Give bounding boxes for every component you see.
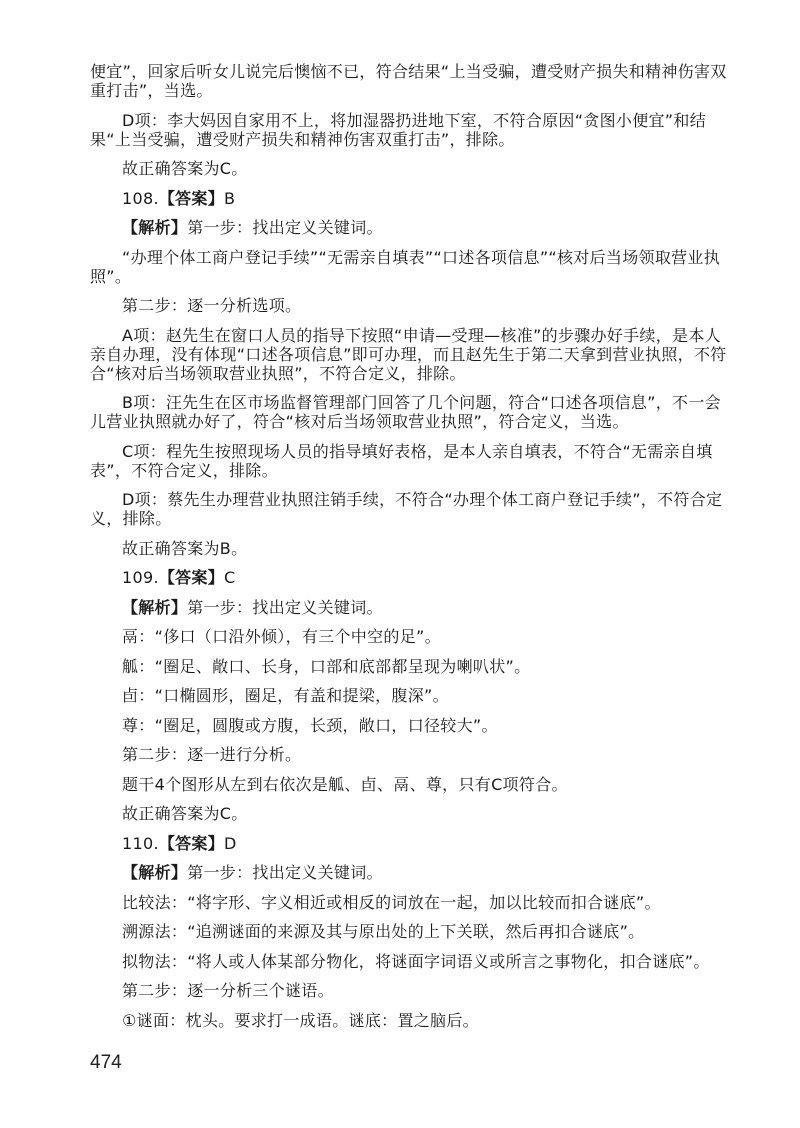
text-run: 故正确答案为C。 <box>122 804 248 823</box>
text-run: 第二步：逐一分析三个谜语。 <box>122 981 334 1000</box>
text-run: B项：汪先生在区市场监督管理部门回答了几个问题，符合“口述各项信息”，不一会儿营业执照就办好了，符合“核对后当场领取营业执照”，符合定义，当选。 <box>90 393 721 431</box>
text-run: 觚：“圈足、敞口、长身，口部和底部都呈现为喇叭状”。 <box>122 656 531 676</box>
page-number: 474 <box>90 1052 122 1073</box>
text-run: “办理个体工商户登记手续”“无需亲自填表”“口述各项信息”“核对后当场领取营业执照”。 <box>90 247 721 286</box>
definition-comparison-method <box>90 893 730 912</box>
text-run: 题干4个图形从左到右依次是觚、卣、鬲、尊，只有C项符合。 <box>122 774 568 794</box>
question-number: 109. <box>122 568 159 587</box>
answer-header-109 <box>90 568 730 587</box>
text-run: 便宜”，回家后听女儿说完后懊恼不已，符合结果“上当受骗，遭受财产损失和精神伤害双重打击”，当选。 <box>90 62 727 100</box>
option-a-108 <box>90 326 730 383</box>
text-run: C项：程先生按照现场人员的指导填好表格，是本人亲自填表，不符合“无需亲自填表”，不符合定义，排除。 <box>90 441 713 480</box>
text-run: ①谜面：枕头。要求打一成语。谜底：置之脑后。 <box>122 1010 479 1030</box>
text-run: 比较法：“将字形、字义相近或相反的词放在一起，加以比较而扣合谜底”。 <box>122 892 661 912</box>
analysis-step2-110 <box>90 981 730 1000</box>
text-run: A项：赵先生在窗口人员的指导下按照“申请—受理—核准”的步骤办好手续，是本人亲自办理，没有体现“口述各项信息”即可办理，而且赵先生于第二天拿到营业执照，不符合“核对后当场领取营业执照”，不符合定义，排除。 <box>90 325 727 383</box>
definition-objectification-method <box>90 952 730 971</box>
answer-header-108 <box>90 189 730 208</box>
analysis-label: 【解析】 <box>122 863 188 882</box>
definition-li <box>90 627 730 646</box>
paragraph-continuation <box>90 62 730 100</box>
text-run: 尊：“圈足，圆腹或方腹，长颈，敞口，口径较大”。 <box>122 715 498 735</box>
text-run: 故正确答案为B。 <box>122 538 248 558</box>
analysis-step1-108 <box>90 218 730 237</box>
definition-gu <box>90 657 730 676</box>
answer-value: B <box>224 188 236 208</box>
definition-tracing-method <box>90 922 730 941</box>
analysis-step2-108 <box>90 296 730 315</box>
conclusion-109 <box>90 804 730 823</box>
definition-you <box>90 686 730 705</box>
question-number: 110. <box>122 833 159 853</box>
riddle-1 <box>90 1011 730 1030</box>
option-d-analysis-107 <box>90 111 730 149</box>
keywords-108 <box>90 248 730 286</box>
conclusion-108 <box>90 539 730 558</box>
analysis-step1-110 <box>90 863 730 882</box>
option-b-108 <box>90 393 730 431</box>
text-run: D项：李大妈因自家用不上，将加湿器扔进地下室，不符合原因“贪图小便宜”和结果“上当受骗，遭受财产损失和精神伤害双重打击”，排除。 <box>90 110 706 149</box>
text-run: 鬲：“侈口（口沿外倾），有三个中空的足”。 <box>122 627 441 646</box>
answer-header-110 <box>90 834 730 853</box>
text-run: 第二步：逐一进行分析。 <box>122 745 302 764</box>
analysis-step2-109 <box>90 745 730 764</box>
text-run: 拟物法：“将人或人体某部分物化，将谜面字词语义或所言之事物化，扣合谜底”。 <box>122 951 710 971</box>
figure-analysis-109 <box>90 775 730 794</box>
answer-value: D <box>224 833 237 853</box>
answer-label: 【答案】 <box>158 188 225 208</box>
text-run: 第一步：找出定义关键词。 <box>187 597 383 617</box>
text-run: 第一步：找出定义关键词。 <box>187 218 383 237</box>
analysis-label: 【解析】 <box>122 218 188 237</box>
page-content <box>90 62 730 1030</box>
answer-value: C <box>224 568 236 587</box>
option-c-108 <box>90 442 730 480</box>
text-run: D项：蔡先生办理营业执照注销手续，不符合“办理个体工商户登记手续”，不符合定义，排除。 <box>90 490 723 528</box>
definition-zun <box>90 716 730 735</box>
question-number: 108. <box>122 188 159 208</box>
text-run: 故正确答案为C。 <box>122 159 248 178</box>
option-d-108 <box>90 490 730 528</box>
answer-label: 【答案】 <box>158 833 225 853</box>
conclusion-107 <box>90 159 730 178</box>
analysis-step1-109 <box>90 598 730 617</box>
analysis-label: 【解析】 <box>122 597 188 617</box>
text-run: 第一步：找出定义关键词。 <box>187 863 383 882</box>
text-run: 溯源法：“追溯谜面的来源及其与原出处的上下关联，然后再扣合谜底”。 <box>122 922 645 941</box>
answer-label: 【答案】 <box>158 568 225 587</box>
text-run: 卣：“口椭圆形，圈足，有盖和提梁，腹深”。 <box>122 686 449 705</box>
text-run: 第二步：逐一分析选项。 <box>122 296 302 315</box>
